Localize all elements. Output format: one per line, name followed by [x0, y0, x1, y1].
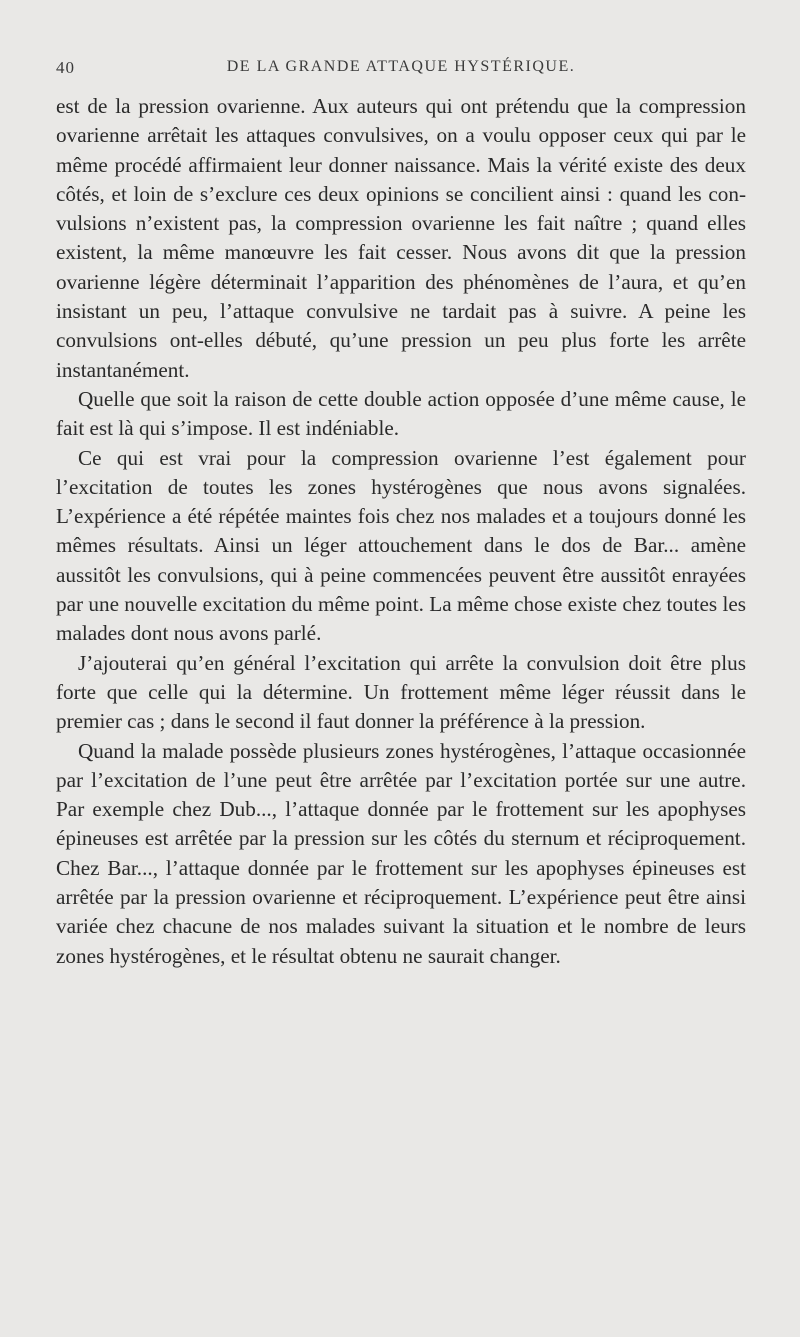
page-number: 40 [56, 58, 75, 77]
running-head [56, 58, 746, 80]
paragraph-continuation: est de la pression ovarienne. Aux auteurs qui ont prétendu que la compression ovarienne arrêtait les attaques convulsives, on a voulu opposer ceux qui par le même procédé affirmaient leur donner naissance. Mais la vérité existe des deux côtés, et loin de s’exclure ces deux opinions se concilient ainsi : quand les convulsions n’existent pas, la compression ovarienne les fait naître ; quand elles existent, la même manœuvre les fait cesser. Nous avons dit que la pression ovarienne légère déterminait l’apparition des phénomènes de l’aura, et qu’en insistant un peu, l’attaque convulsive ne tardait pas à suivre. A peine les convulsions ont-elles débuté, qu’une pression un peu plus forte les arrête instantanément. [56, 94, 746, 382]
running-title: DE LA GRANDE ATTAQUE HYSTÉRIQUE. [226, 58, 576, 75]
paragraph: J’ajouterai qu’en général l’excitation qui arrête la convulsion doit être plus forte que celle qui la détermine. Un frottement même léger réussit dans le premier cas ; dans le second il faut donner la préférence à la pression. [56, 650, 746, 734]
paragraph: Quelle que soit la raison de cette double action opposée d’une même cause, le fait est là qui s’impose. Il est indéniable. [56, 386, 746, 441]
body-text [56, 92, 746, 971]
paragraph: Quand la malade possède plusieurs zones hystérogènes, l’attaque occasionnée par l’excitation de l’une peut être arrêtée par l’excitation portée sur une autre. Par exemple chez Dub..., l’attaque donnée par le frottement sur les apophyses épineuses est arrêtée par la pression sur les côtés du sternum et réciproquement. Chez Bar..., l’attaque donnée par le frottement sur les apophyses épineuses est arrêtée par la pression ovarienne et réciproquement. L’expérience peut être ainsi variée chez chacune de nos malades suivant la situation et le nombre de leurs zones hystérogènes, et le résultat obtenu ne saurait changer. [56, 738, 746, 968]
paragraph: Ce qui est vrai pour la compression ovarienne l’est également pour l’excitation de toutes les zones hystérogènes que nous avons signalées. L’expérience a été répétée maintes fois chez nos malades et a toujours donné les mêmes résultats. Ainsi un léger attouchement dans le dos de Bar... amène aussitôt les convulsions, qui à peine commencées peuvent être aussitôt enrayées par une nouvelle excitation du même point. La même chose existe chez toutes les malades dont nous avons parlé. [56, 445, 746, 646]
